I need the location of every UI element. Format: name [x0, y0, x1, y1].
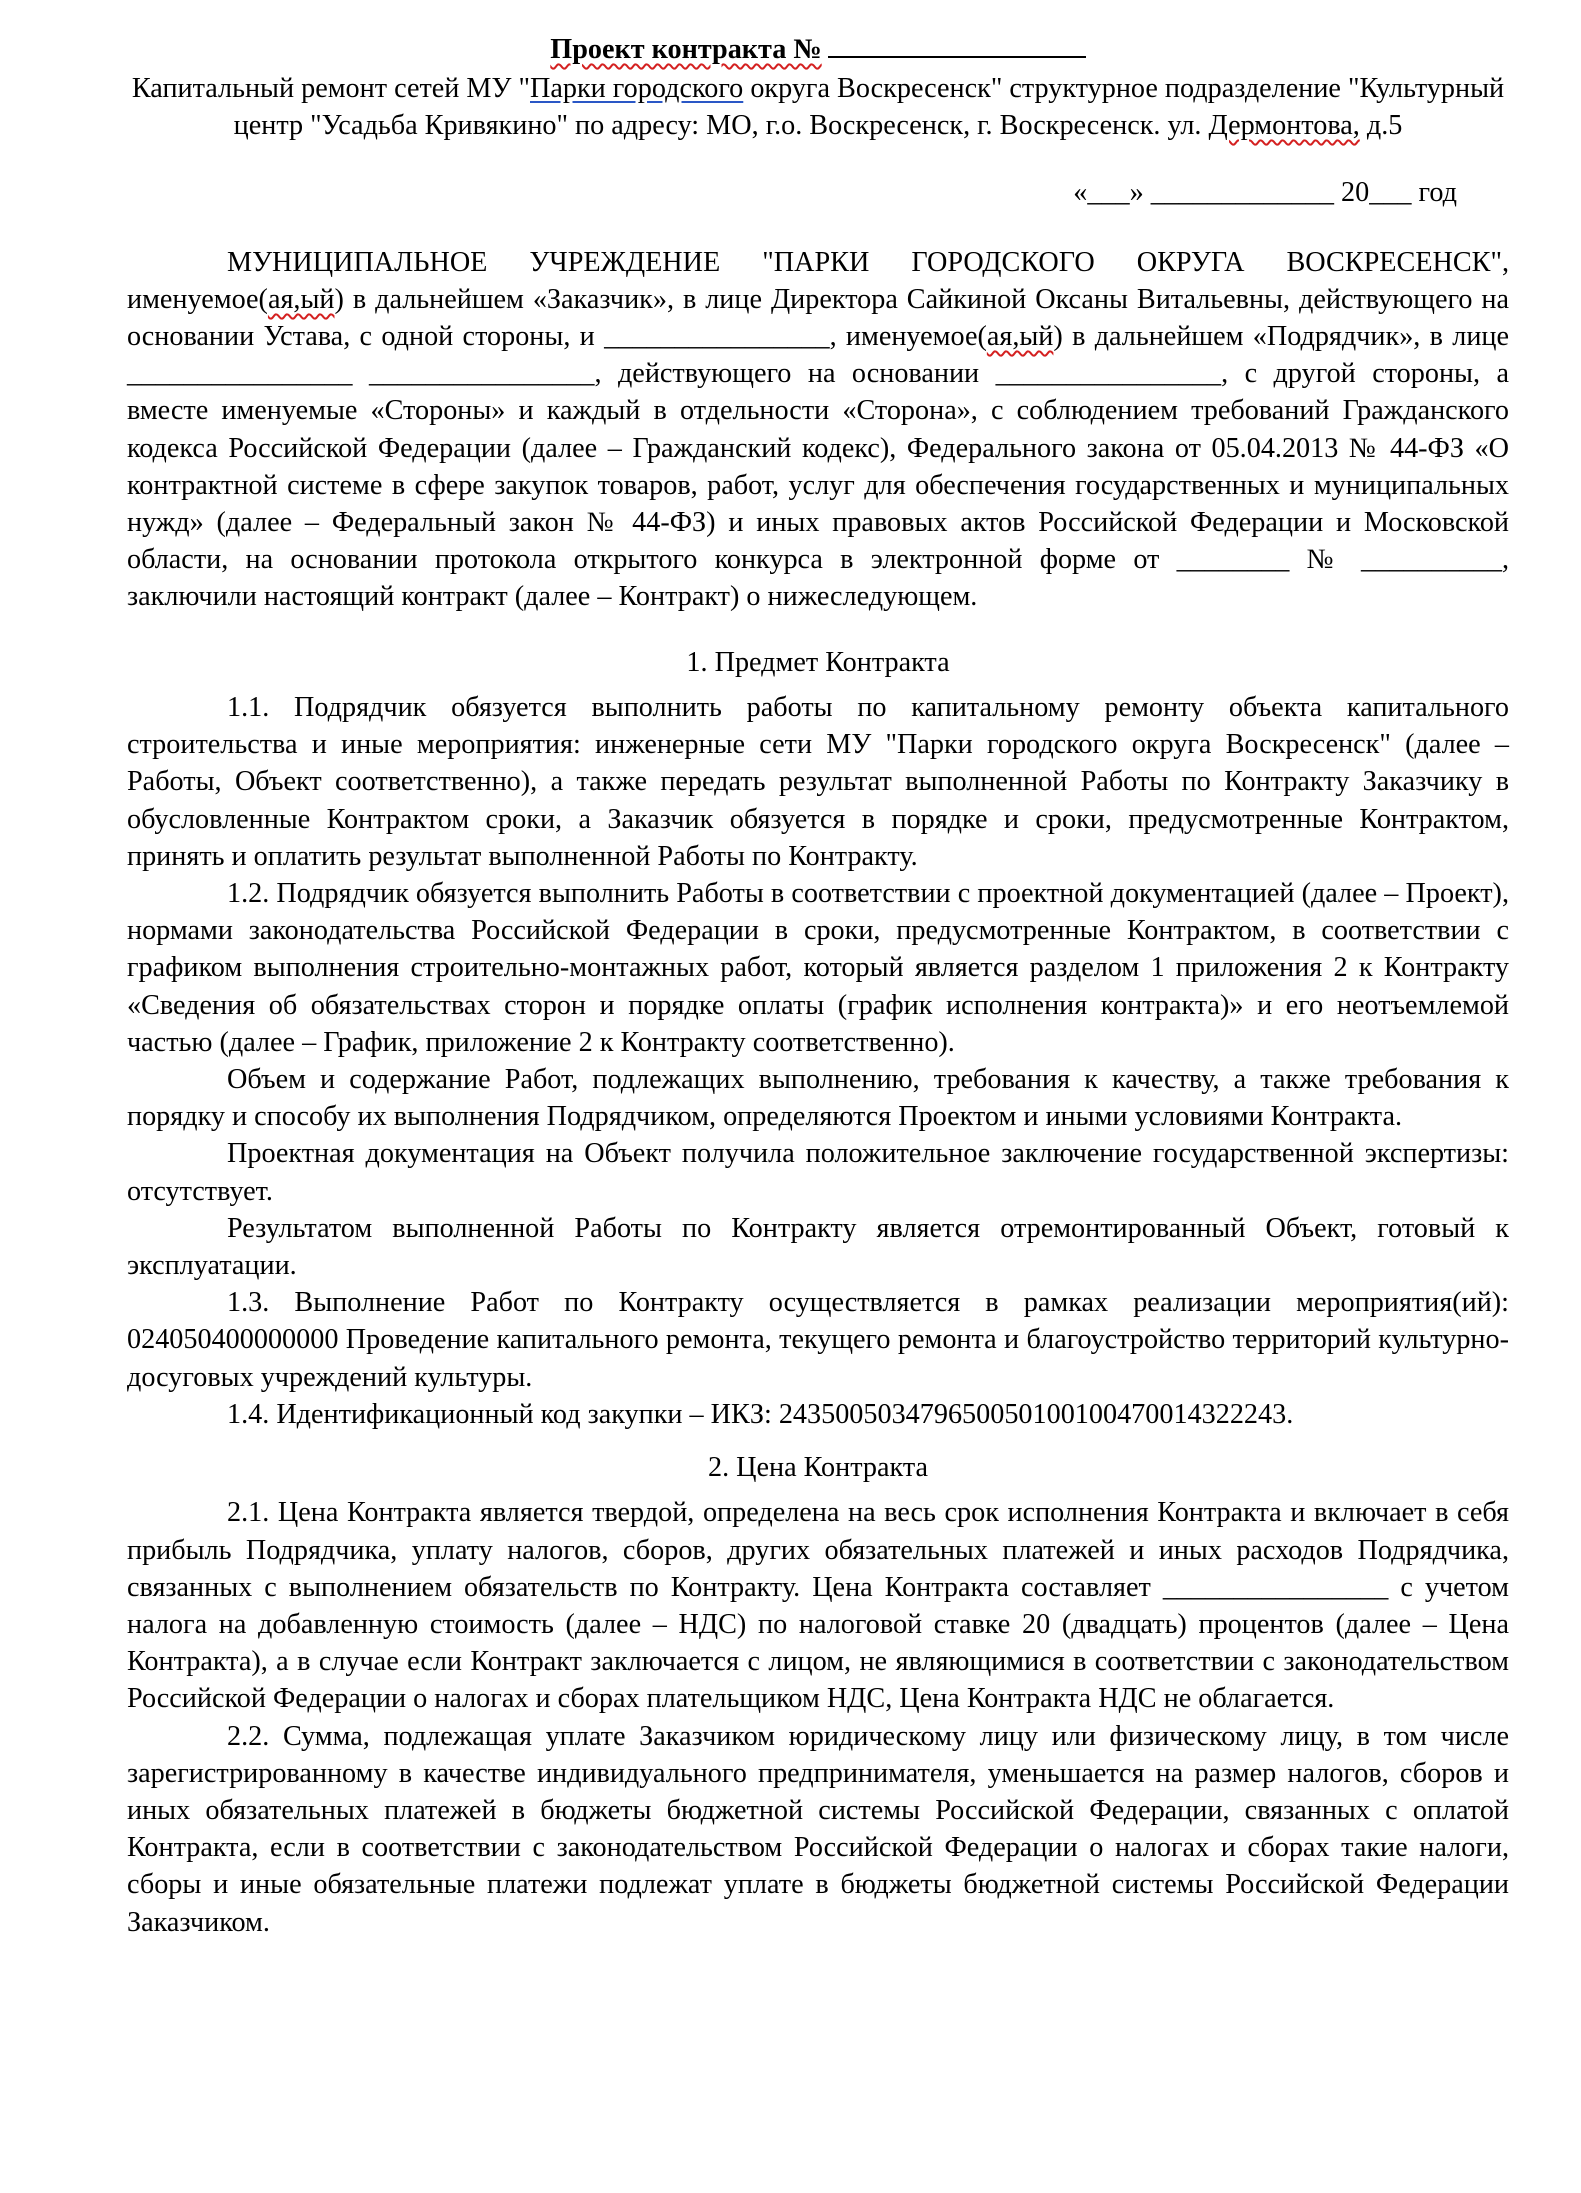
clause-2-2: 2.2. Сумма, подлежащая уплате Заказчиком юридическому лицу или физическому лицу, в том числе зарегистрированному в качестве индивидуального предпринимателя, уменьшается на размер налогов, сборов и иных обязательных платежей в бюджеты бюджетной системы Российской Федерации, связанных с оплатой Контракта, если в соответствии с законодательством Российской Федерации о налогах и сборах такие налоги, сборы и иные обязательные платежи подлежат уплате в бюджеты бюджетной системы Российской Федерации Заказчиком.: [127, 1720, 1509, 1938]
clause-1-2: 1.2. Подрядчик обязуется выполнить Работы в соответствии с проектной документацией (далее – Проект), нормами законодательства Российской Федерации в сроки, предусмотренные Контрактом, в соответствии с графиком выполнения строительно-монтажных работ, который является разделом 1 приложения 2 к Контракту «Сведения об обязательствах сторон и порядке оплаты (график исполнения контракта)» и его неотъемлемой частью (далее – График, приложение 2 к Контракту соответственно).: [127, 878, 1509, 1058]
subtitle-part-1: Капитальный ремонт сетей МУ ": [131, 73, 530, 104]
clause-1-4: 1.4. Идентификационный код закупки – ИКЗ: 243500503479650050100100470014322243.: [227, 1398, 1294, 1430]
document-page: [127, 30, 1509, 1941]
clause-1-1: 1.1. Подрядчик обязуется выполнить работы по капитальному ремонту объекта капитального строительства и иные мероприятия: инженерные сети МУ "Парки городского округа Воскресенск" (далее – Работы, Объект соответственно), а также передать результат выполненной Работы по Контракту Заказчику в обусловленные Контрактом сроки, а Заказчик обязуется в порядке и сроки, предусмотренные Контрактом, принять и оплатить результат выполненной Работы по Контракту.: [127, 692, 1509, 872]
contract-title: [127, 30, 1509, 70]
date-line: «___» _____________ 20___ год: [1073, 177, 1457, 209]
clause-2-1: 2.1. Цена Контракта является твердой, определена на весь срок исполнения Контракта и включает в себя прибыль Подрядчика, уплату налогов, сборов, других обязательных платежей и иных расходов Подрядчика, связанных с выполнением обязательств по Контракту. Цена Контракта составляет ________________ с учетом налога на добавленную стоимость (далее – НДС) по налоговой ставке 20 (двадцать) процентов (далее – Цена Контракта), а в случае если Контракт заключается с лицом, не являющимися в соответствии с законодательством Российской Федерации о налогах и сборах плательщиком НДС, Цена Контракта НДС не облагается.: [127, 1497, 1509, 1715]
preamble-paragraph: [127, 244, 1509, 616]
subtitle-part-2: округа Воскресенск" структурное подразделение "Культурный центр "Усадьба Кривякино" по адресу: МО, г.о. Воскресенск, г. Воскресенск. ул.: [233, 73, 1505, 142]
preamble-spell-1: ая,ый: [267, 283, 335, 315]
subtitle-spell-marked: Дермонтова,: [1208, 110, 1360, 142]
clause-1-3: 1.3. Выполнение Работ по Контракту осуществляется в рамках реализации мероприятия(ий): 024050400000000 Проведение капитального ремонта, текущего ремонта и благоустройство территорий культурно-досуговых учреждений культуры.: [127, 1287, 1509, 1393]
preamble-part-3: ) в дальнейшем «Подрядчик», в лице ________________ ________________, действующего на основании ________________, с другой стороны, а вместе именуемые «Стороны» и каждый в отдельности «Сторона», с соблюдением требований Гражданского кодекса Российской Федерации (далее – Гражданский кодекс), Федерального закона от 05.04.2013 № 44-ФЗ «О контрактной системе в сфере закупок товаров, работ, услуг для обеспечения государственных и муниципальных нужд» (далее – Федеральный закон № 44-ФЗ) и иных правовых актов Российской Федерации и Московской области, на основании протокола открытого конкурса в электронной форме от ________ № __________, заключили настоящий контракт (далее – Контракт) о нижеследующем.: [127, 321, 1509, 613]
subtitle-part-3: д.5: [1359, 110, 1403, 142]
contract-subtitle: [127, 70, 1509, 144]
preamble-part-1: МУНИЦИПАЛЬНОЕ УЧРЕЖДЕНИЕ "ПАРКИ ГОРОДСКОГО ОКРУГА ВОСКРЕСЕНСК", именуемое(: [127, 246, 1509, 315]
section-1-title: 1. Предмет Контракта: [686, 646, 950, 678]
clause-result: Результатом выполненной Работы по Контракту является отремонтированный Объект, готовый к эксплуатации.: [127, 1212, 1509, 1282]
contract-title-text: Проект контракта №: [550, 34, 822, 65]
preamble-spell-2: ая,ый: [986, 321, 1054, 353]
contract-number-blank: [828, 30, 1086, 58]
preamble-part-2: ) в дальнейшем «Заказчик», в лице Директора Сайкиной Оксаны Витальевны, действующего на основании Устава, с одной стороны, и ________________, именуемое(: [127, 283, 1509, 353]
clause-expertise: Проектная документация на Объект получила положительное заключение государственной экспертизы: отсутствует.: [127, 1138, 1509, 1207]
subtitle-linked-text: Парки городского: [530, 73, 744, 104]
section-2-title: 2. Цена Контракта: [707, 1452, 929, 1484]
clause-scope: Объем и содержание Работ, подлежащих выполнению, требования к качеству, а также требования к порядку и способу их выполнения Подрядчиком, определяются Проектом и иными условиями Контракта.: [127, 1064, 1509, 1133]
